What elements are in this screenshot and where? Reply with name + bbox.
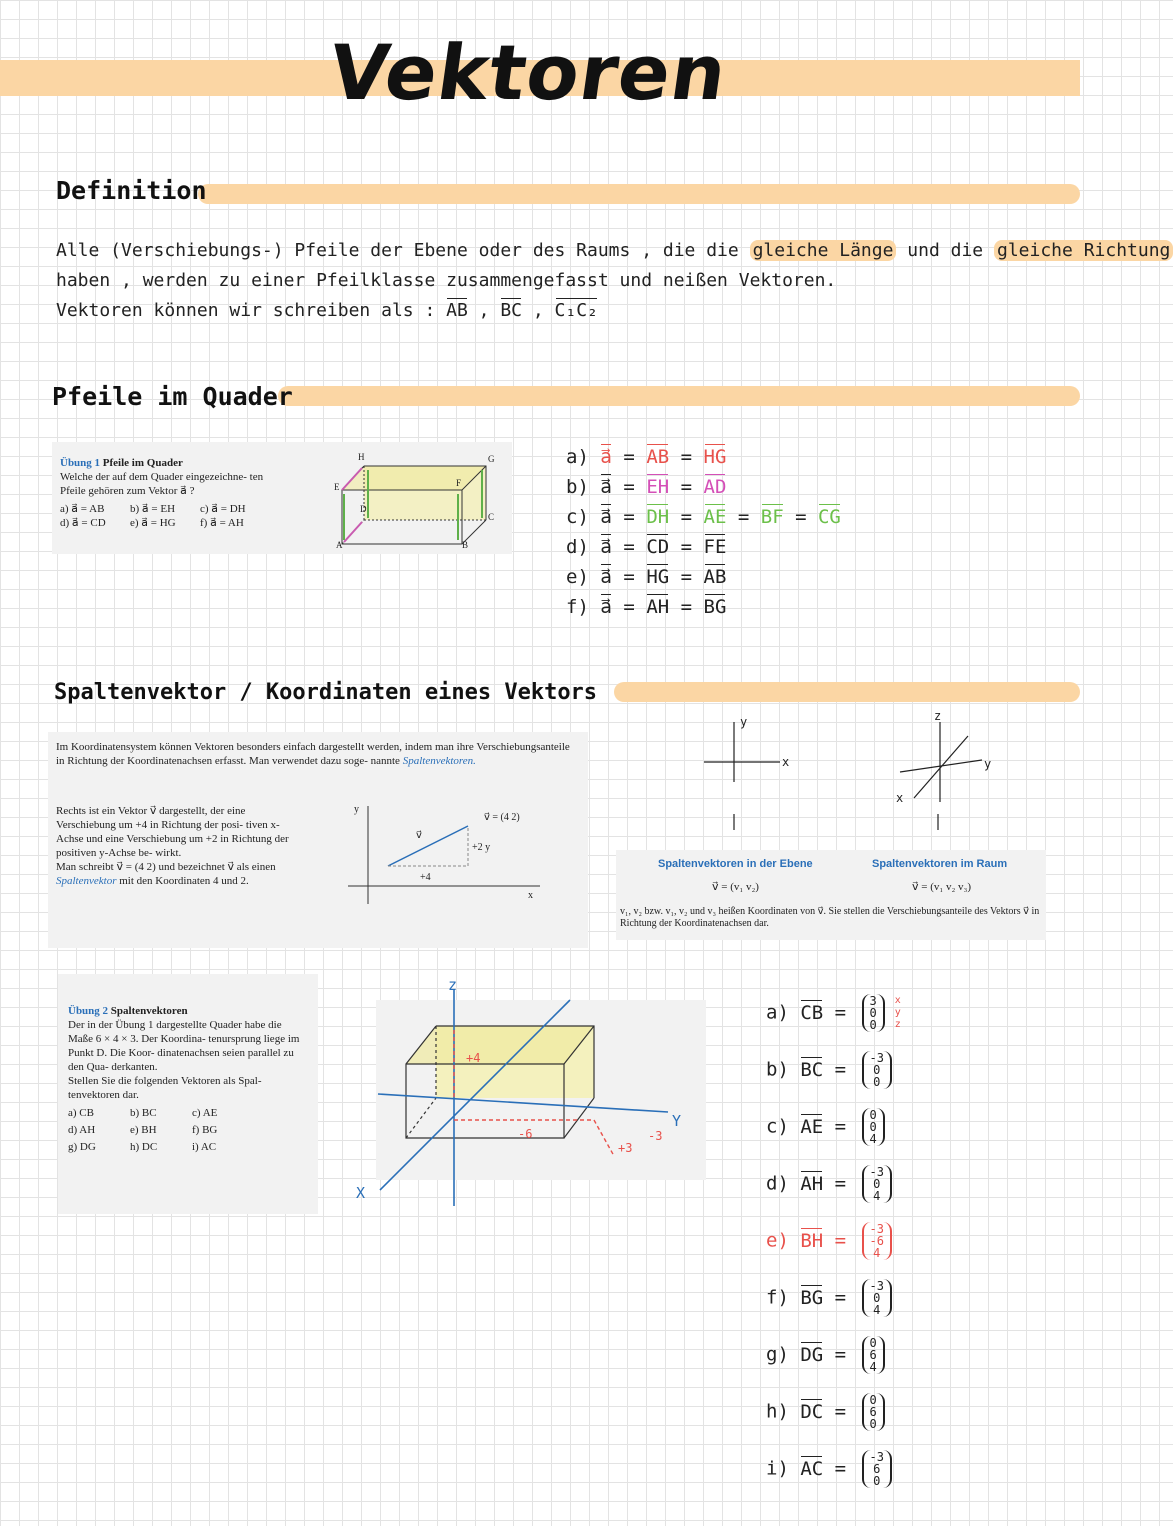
uebung2-title: Spaltenvektoren [110, 1005, 188, 1017]
vector-term: a⃗ [600, 566, 612, 588]
column-entry: 6 [869, 1348, 877, 1362]
book-intro-term: Spaltenvektoren. [402, 755, 476, 767]
axis-entry: x [894, 995, 901, 1006]
equals-sign: = [669, 566, 704, 588]
column-entry: 0 [873, 1291, 881, 1305]
vector-term: BC [800, 1058, 824, 1081]
definition-line-3-pre: Vektoren können wir schreiben als : [56, 300, 436, 321]
answer-label: e) [766, 1229, 801, 1252]
column-entry: 0 [869, 1120, 877, 1134]
column-entry: 0 [869, 1393, 877, 1407]
uebung1-item-c: c) a⃗ = DH [200, 503, 246, 515]
uebung1-answer-row [566, 536, 841, 566]
card-text: v₁, v₂ bzw. v₁, v₂ und v₃ heißen Koordinaten von v⃗. Sie stellen die Verschiebungsanteile des Vektors v⃗ in Richtung der Koordinatenachsen dar. [620, 906, 1040, 929]
answer-label: f) [766, 1286, 801, 1309]
spalten-card [616, 850, 1046, 940]
uebung1-item-d: d) a⃗ = CD [60, 517, 106, 529]
column-entry: 4 [869, 1360, 877, 1374]
axis-annotation [889, 994, 907, 1032]
answer-label: c) [566, 506, 601, 528]
book-p3-a: Man schreibt v⃗ = (4 2) und bezeichnet v⃗ als einen [56, 861, 276, 873]
answer-label: b) [766, 1058, 801, 1081]
uebung2-answer-row [766, 1393, 907, 1450]
notation-ab: AB [446, 300, 468, 321]
column-vector [862, 1279, 892, 1317]
spalten-band [614, 682, 1080, 702]
axes-label-y-plane: y [740, 715, 748, 729]
sketch-label-plus3: +3 [618, 1141, 633, 1155]
spalten-book-box [48, 732, 588, 948]
vector-term: AH [646, 596, 670, 618]
column-entry: 0 [869, 1108, 877, 1122]
column-entry: 0 [873, 1063, 881, 1077]
vector-term: AB [703, 566, 727, 588]
plot-label-vec: v⃗ = (4 2) [484, 812, 520, 823]
vector-term: AE [703, 506, 727, 528]
column-entry: 0 [869, 1018, 877, 1032]
vector-term: DC [800, 1400, 824, 1423]
equals-sign: = [823, 1229, 858, 1252]
vector-term: a⃗ [600, 596, 612, 618]
answer-label: a) [566, 446, 601, 468]
column-vector [862, 1336, 885, 1374]
uebung1-item-f: f) a⃗ = AH [200, 517, 244, 529]
uebung1-title: Pfeile im Quader [102, 457, 183, 469]
column-entry: 6 [869, 1405, 877, 1419]
column-entry: -3 [869, 1450, 884, 1464]
column-entry: 0 [873, 1474, 881, 1488]
axis-entry: y [894, 1007, 901, 1018]
definition-heading: Definition [56, 176, 207, 205]
uebung2-cube-sketch [350, 970, 710, 1210]
uebung1-answer-row [566, 596, 841, 626]
equals-sign: = [669, 596, 704, 618]
plot-label-v: v⃗ [416, 830, 422, 841]
uebung2-item-i: i) AC [192, 1141, 217, 1153]
uebung2-item-a: a) CB [68, 1107, 94, 1119]
vector-term: BF [760, 506, 784, 528]
book-intro: Im Koordinatensystem können Vektoren besonders einfach dargestellt werden, indem man ihre Verschiebungsanteile in Richtung der Koordinatenachsen erfasst. Man verwendet dazu soge- nannte [56, 741, 570, 767]
uebung2-answers [766, 994, 907, 1507]
plot-label-y: y [354, 804, 359, 815]
cube-label-e: E [334, 482, 340, 492]
sketch-label-x: X [356, 1184, 366, 1202]
axes-label-x-plane: x [782, 755, 790, 769]
card-left-title: Spaltenvektoren in der Ebene [658, 858, 813, 870]
equals-sign: = [823, 1400, 858, 1423]
card-left-formula: v⃗ = (v₁ v₂) [712, 881, 759, 893]
answer-label: a) [766, 1001, 801, 1024]
uebung2-item-g: g) DG [68, 1141, 96, 1153]
vector-term: BG [800, 1286, 824, 1309]
equals-sign: = [823, 1115, 858, 1138]
answer-label: g) [766, 1343, 801, 1366]
column-entry: 0 [869, 1417, 877, 1431]
vector-term: DG [800, 1343, 824, 1366]
uebung1-item-a: a) a⃗ = AB [60, 503, 105, 515]
uebung1-num: Übung 1 [60, 457, 101, 469]
equals-sign: = [823, 1286, 858, 1309]
uebung2-answer-row [766, 1279, 907, 1336]
answer-label: e) [566, 566, 601, 588]
uebung2-item-c: c) AE [192, 1107, 218, 1119]
uebung1-answer-row [566, 446, 841, 476]
sketch-label-y: Y [672, 1112, 682, 1130]
answer-label: c) [766, 1115, 801, 1138]
column-vector [862, 1108, 885, 1146]
quader-figure [334, 448, 510, 550]
uebung2-item-b: b) BC [130, 1107, 157, 1119]
sketch-label-z: z [448, 976, 458, 994]
axes-label-z-space: z [934, 709, 942, 723]
card-right-title: Spaltenvektoren im Raum [872, 858, 1008, 870]
column-entry: -3 [869, 1279, 884, 1293]
column-entry: 4 [873, 1246, 881, 1260]
vector-term: DH [646, 506, 670, 528]
column-vector [862, 1165, 892, 1203]
axes-label-x-space: x [896, 791, 904, 805]
definition-line-1-mid: und die [896, 240, 994, 261]
spalten-heading: Spaltenvektor / Koordinaten eines Vektors [54, 680, 598, 705]
column-vector [862, 1222, 892, 1260]
vector-term: AD [703, 476, 727, 498]
uebung1-box [52, 442, 512, 554]
answer-label: i) [766, 1457, 801, 1480]
uebung1-answer-row [566, 566, 841, 596]
uebung2-text1: Der in der Übung 1 dargestellte Quader habe die Maße 6 × 4 × 3. Der Koordina- tenursprung liege im Punkt D. Die Koor- dinatenachsen seien parallel zu den Qua- derkanten. [68, 1019, 300, 1073]
vector-term: EH [646, 476, 670, 498]
vector-term: CD [646, 536, 670, 558]
column-entry: 4 [873, 1189, 881, 1203]
answer-label: b) [566, 476, 601, 498]
uebung1-answer-row [566, 476, 841, 506]
quader-heading: Pfeile im Quader [52, 382, 293, 411]
definition-line-3: Vektoren können wir schreiben als : AB , BC , C₁C₂ [56, 300, 598, 321]
definition-line-1-pre: Alle (Verschiebungs-) Pfeile der Ebene oder des Raums , die die [56, 240, 750, 261]
vector-term: CG [817, 506, 841, 528]
column-entry: -6 [869, 1234, 884, 1248]
axis-entry: z [894, 1019, 901, 1030]
vector-term: HG [703, 446, 727, 468]
column-entry: 0 [869, 1336, 877, 1350]
equals-sign: = [611, 536, 647, 558]
vector-term: BG [703, 596, 727, 618]
cube-label-a: A [336, 540, 343, 550]
axes-sketches [690, 709, 1020, 842]
equals-sign: = [823, 1343, 858, 1366]
cube-label-g: G [488, 454, 495, 464]
book-p3-term: Spaltenvektor [56, 875, 117, 887]
quader-band [278, 386, 1080, 406]
uebung2-answer-row [766, 1222, 907, 1279]
book-p2: Rechts ist ein Vektor v⃗ dargestellt, der eine Verschiebung um +4 in Richtung der posi- tiven x-Achse und eine Verschiebung um +2 in Richtung der positiven y-Achse be- wirkt. [56, 805, 289, 859]
equals-sign: = [611, 506, 647, 528]
column-entry: 4 [873, 1303, 881, 1317]
equals-sign: = [669, 536, 704, 558]
sketch-label-minus6: -6 [518, 1127, 533, 1141]
vector-term: HG [646, 566, 670, 588]
uebung2-item-e: e) BH [130, 1124, 157, 1136]
answer-label: f) [566, 596, 601, 618]
uebung2-item-h: h) DC [130, 1141, 158, 1153]
uebung1-answer-row [566, 506, 841, 536]
equals-sign: = [823, 1001, 858, 1024]
equals-sign: = [726, 506, 761, 528]
column-entry: 4 [869, 1132, 877, 1146]
answer-label: d) [566, 536, 601, 558]
column-entry: -3 [869, 1051, 884, 1065]
uebung2-box [58, 974, 318, 1214]
page-title: Vektoren [323, 28, 733, 117]
uebung1-item-b: b) a⃗ = EH [130, 503, 176, 515]
equals-sign: = [823, 1172, 858, 1195]
vector-term: a⃗ [600, 506, 612, 528]
highlight-gleiche-richtung: gleiche Richtung [994, 240, 1173, 261]
axes-label-y-space: y [984, 757, 992, 771]
uebung2-answer-row [766, 1450, 907, 1507]
vector-term: a⃗ [600, 446, 612, 468]
uebung2-answer-row [766, 994, 907, 1051]
column-entry: 0 [873, 1075, 881, 1089]
definition-line-2: haben , werden zu einer Pfeilklasse zusammengefasst und neißen Vektoren. [56, 270, 837, 291]
column-entry: 0 [869, 1006, 877, 1020]
uebung2-answer-row [766, 1165, 907, 1222]
definition-line-1 [56, 240, 1173, 261]
equals-sign: = [823, 1457, 858, 1480]
uebung2-text2: Stellen Sie die folgenden Vektoren als Spal- tenvektoren dar. [68, 1075, 262, 1101]
equals-sign: = [783, 506, 818, 528]
column-vector [862, 994, 885, 1032]
book-p3-b: mit den Koordinaten 4 und 2. [116, 875, 249, 887]
equals-sign: = [611, 596, 647, 618]
answer-label: h) [766, 1400, 801, 1423]
vector-term: a⃗ [600, 476, 612, 498]
cube-label-h: H [358, 452, 365, 462]
notation-c1c2: C₁C₂ [554, 300, 598, 321]
column-vector [862, 1051, 892, 1089]
equals-sign: = [611, 446, 647, 468]
uebung2-answer-row [766, 1108, 907, 1165]
vector-term: FE [703, 536, 727, 558]
uebung1-text: Welche der auf dem Quader eingezeichne- ten Pfeile gehören zum Vektor a⃗ ? [60, 471, 264, 497]
vector-term: AE [800, 1115, 824, 1138]
vector-term: a⃗ [600, 536, 612, 558]
vector-term: AC [800, 1457, 824, 1480]
column-entry: 0 [873, 1177, 881, 1191]
uebung2-item-f: f) BG [192, 1124, 218, 1136]
plot-label-plus2: +2 y [472, 842, 491, 853]
notation-bc: BC [500, 300, 523, 321]
uebung2-answer-row [766, 1336, 907, 1393]
uebung1-item-e: e) a⃗ = HG [130, 517, 176, 529]
card-right-formula: v⃗ = (v₁ v₂ v₃) [912, 881, 972, 893]
cube-label-d: D [360, 504, 367, 514]
equals-sign: = [669, 476, 704, 498]
cube-label-f: F [456, 478, 462, 488]
plane-vector-plot [344, 798, 544, 908]
column-entry: -3 [869, 1222, 884, 1236]
uebung2-num: Übung 2 [68, 1005, 109, 1017]
column-entry: 3 [869, 994, 877, 1008]
plot-label-plus4: +4 [420, 872, 431, 883]
equals-sign: = [669, 506, 704, 528]
sketch-label-minus3: -3 [648, 1129, 663, 1143]
definition-band [198, 184, 1080, 204]
sketch-label-plus4: +4 [466, 1051, 481, 1065]
plot-label-x: x [528, 890, 533, 901]
vector-term: AB [646, 446, 670, 468]
cube-label-b: B [462, 540, 469, 550]
uebung1-answers [566, 446, 841, 626]
column-entry: -3 [869, 1165, 884, 1179]
uebung2-answer-row [766, 1051, 907, 1108]
equals-sign: = [823, 1058, 858, 1081]
vector-term: AH [800, 1172, 824, 1195]
equals-sign: = [611, 476, 647, 498]
cube-label-c: C [488, 512, 495, 522]
vector-term: CB [800, 1001, 824, 1024]
uebung2-item-d: d) AH [68, 1124, 96, 1136]
equals-sign: = [669, 446, 704, 468]
highlight-gleiche-laenge: gleiche Länge [750, 240, 897, 261]
column-vector [862, 1450, 892, 1488]
equals-sign: = [611, 566, 647, 588]
vector-term: BH [800, 1229, 824, 1252]
answer-label: d) [766, 1172, 801, 1195]
column-entry: 6 [873, 1462, 881, 1476]
column-vector [862, 1393, 885, 1431]
